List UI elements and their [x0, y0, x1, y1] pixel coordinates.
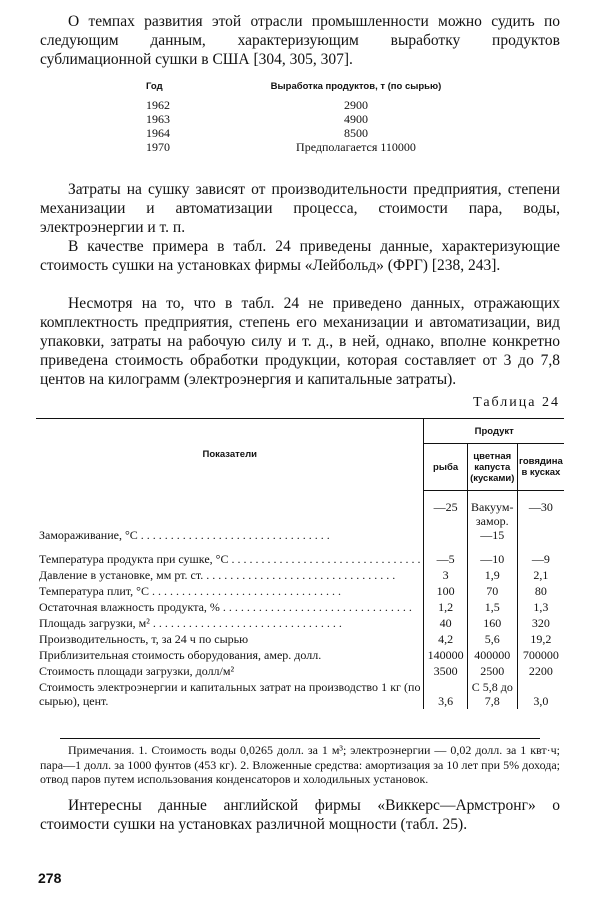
costs-paragraph: Затраты на сушку зависят от производительности предприятия, степени механизации и автоматизации процесса, стоимости пара, воды, электроэнергии и т. п.	[40, 181, 560, 236]
row-label: Температура плит, °С . . .	[39, 584, 420, 598]
table-row	[36, 551, 564, 567]
table-row	[142, 112, 482, 126]
output-cell: 4900	[344, 112, 368, 126]
column-header-fish: рыба	[424, 444, 467, 491]
column-header-cauliflower: цветная капуста (кусками)	[467, 444, 517, 491]
row-label: Остаточная влажность продукта, % . . .	[39, 600, 420, 614]
table-caption: Таблица 24	[473, 395, 560, 410]
value-cell: 3,6	[424, 679, 467, 709]
row-label: Давление в установке, мм рт. ст. . . .	[39, 568, 420, 582]
value-cell: 320	[517, 615, 564, 631]
value-cell: 4,2	[424, 631, 467, 647]
value-cell: —5	[424, 551, 467, 567]
table-row	[36, 567, 564, 583]
table-notes: Примечания. 1. Стоимость воды 0,0265 долл. за 1 м³; электроэнергии — 0,02 долл. за 1 квт·ч; пара—1 долл. за 1000 фунтов (453 кг). 2. Вложенные средства: амортизация за 10 лет при 5% дохода; отвод паров путем использования конденсаторов и холодильных установок.	[40, 743, 560, 786]
year-cell: 1963	[146, 112, 170, 126]
value-cell: 400000	[467, 647, 517, 663]
vickers-paragraph: Интересны данные английской фирмы «Виккерс—Армстронг» о стоимости сушки на установках различной мощности (табл. 25).	[40, 797, 560, 833]
row-label: Стоимость электроэнергии и капитальных затрат на производство 1 кг (по сырью), цент.	[36, 679, 424, 709]
row-label: Температура продукта при сушке, °С . . .	[39, 552, 420, 566]
value-cell: 40	[424, 615, 467, 631]
table-24	[36, 418, 564, 709]
value-cell: —30	[517, 499, 564, 543]
notes-divider	[60, 738, 540, 739]
value-cell: 1,9	[467, 567, 517, 583]
value-cell: 2,1	[517, 567, 564, 583]
output-cell: Предполагается 110000	[296, 140, 416, 154]
row-label: Замораживание, °С . . .	[39, 528, 420, 542]
table-row	[36, 599, 564, 615]
example-paragraph: В качестве примера в табл. 24 приведены данные, характеризующие стоимость сушки на установках фирмы «Лейбольд» (ФРГ) [238, 243].	[40, 238, 560, 274]
year-header: Год	[146, 81, 163, 92]
table-row	[36, 631, 564, 647]
table-row	[36, 615, 564, 631]
value-cell: 140000	[424, 647, 467, 663]
year-cell: 1962	[146, 98, 170, 112]
value-cell: 100	[424, 583, 467, 599]
value-cell: 3500	[424, 663, 467, 679]
indicators-header: Показатели	[36, 419, 424, 491]
value-cell: 1,3	[517, 599, 564, 615]
table-row	[142, 98, 482, 112]
row-label: Приблизительная стоимость оборудования, амер. долл.	[36, 647, 424, 663]
value-cell: —25	[424, 499, 467, 543]
value-cell: 3,0	[517, 679, 564, 709]
value-cell: 80	[517, 583, 564, 599]
value-cell: С 5,8 до 7,8	[467, 679, 517, 709]
value-cell: 70	[467, 583, 517, 599]
value-cell: 5,6	[467, 631, 517, 647]
page-number: 278	[38, 870, 62, 886]
table-row	[36, 583, 564, 599]
value-cell: —10	[467, 551, 517, 567]
output-cell: 8500	[344, 126, 368, 140]
value-cell: 700000	[517, 647, 564, 663]
row-label: Стоимость площади загрузки, долл/м²	[36, 663, 424, 679]
table-row	[142, 140, 482, 154]
row-label: Площадь загрузки, м² . . .	[39, 616, 420, 630]
intro-paragraph: О темпах развития этой отрасли промышленности можно судить по следующим данным, характеризующим выработку продуктов сублимационной сушки в США [304, 305, 307].	[40, 13, 560, 68]
value-cell: 19,2	[517, 631, 564, 647]
output-header: Выработка продуктов, т (по сырью)	[270, 81, 442, 92]
column-header-beef: говядина в кусках	[517, 444, 564, 491]
year-cell: 1964	[146, 126, 170, 140]
row-label: Производительность, т, за 24 ч по сырью	[36, 631, 424, 647]
table-row	[36, 679, 564, 709]
value-cell: 1,5	[467, 599, 517, 615]
value-cell: —9	[517, 551, 564, 567]
table-row	[36, 663, 564, 679]
value-cell: 160	[467, 615, 517, 631]
value-cell: 2500	[467, 663, 517, 679]
table-row	[36, 647, 564, 663]
value-cell: 3	[424, 567, 467, 583]
year-cell: 1970	[146, 140, 170, 154]
despite-paragraph: Несмотря на то, что в табл. 24 не приведено данных, отражающих комплектность предприятия, степень его механизации и автоматизации, вид упаковки, затраты на рабочую силу и т. д., в ней, однако, вполне конкретно приведена стоимость обработки продукции, которая составляет от 3 до 7,8 центов на килограмм (электроэнергия и капитальные затраты).	[40, 295, 560, 388]
value-cell: 2200	[517, 663, 564, 679]
output-cell: 2900	[344, 98, 368, 112]
table-row	[36, 499, 564, 543]
table-row	[142, 126, 482, 140]
value-cell: Вакуум-замор. —15	[467, 499, 517, 543]
value-cell: 1,2	[424, 599, 467, 615]
production-table	[142, 80, 482, 154]
product-header: Продукт	[424, 419, 564, 444]
